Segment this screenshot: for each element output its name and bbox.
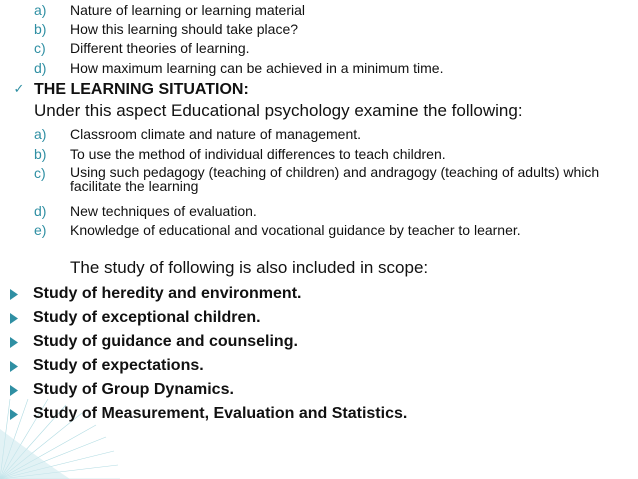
list-text: Different theories of learning. xyxy=(70,40,250,56)
list-text: Knowledge of educational and vocational guidance by teacher to learner. xyxy=(70,222,521,238)
scope-intro: The study of following is also included in scope: xyxy=(70,258,429,277)
arrow-right-icon xyxy=(10,337,24,348)
list-letter: b) xyxy=(34,21,47,37)
bullet-text: Study of heredity and environment. xyxy=(33,285,302,302)
arrow-right-icon xyxy=(10,385,24,396)
arrow-right-icon xyxy=(10,313,24,324)
list-letter: c) xyxy=(34,165,46,181)
list-text: Classroom climate and nature of management. xyxy=(70,126,362,142)
list-letter: c) xyxy=(34,40,46,56)
list-letter: d) xyxy=(34,60,47,76)
heading-text: THE LEARNING SITUATION: xyxy=(34,81,249,98)
bullet-text: Study of expectations. xyxy=(33,357,204,374)
check-icon: ✓ xyxy=(13,81,25,96)
list-letter: e) xyxy=(34,222,47,238)
list-text: Using such pedagogy (teaching of children) and andragogy (teaching of adults) which facilitate the learning xyxy=(70,164,600,194)
arrow-right-icon xyxy=(10,289,24,300)
list-text: Nature of learning or learning material xyxy=(70,2,306,18)
bullet-text: Study of Group Dynamics. xyxy=(33,381,234,398)
list-text: New techniques of evaluation. xyxy=(70,203,257,219)
learning-situation-intro: Under this aspect Educational psychology examine the following: xyxy=(34,101,523,120)
list-text: To use the method of individual differences to teach children. xyxy=(70,146,446,162)
list-letter: d) xyxy=(34,203,47,219)
arrow-right-icon xyxy=(10,361,24,372)
bullet-text: Study of Measurement, Evaluation and Statistics. xyxy=(33,405,408,422)
list-letter: a) xyxy=(34,2,47,18)
list-text: How this learning should take place? xyxy=(70,21,299,37)
list-letter: a) xyxy=(34,126,47,142)
bullet-text: Study of guidance and counseling. xyxy=(33,333,298,350)
list-text: How maximum learning can be achieved in a minimum time. xyxy=(70,60,444,76)
arrow-right-icon xyxy=(10,409,24,420)
list-letter: b) xyxy=(34,146,47,162)
bullet-text: Study of exceptional children. xyxy=(33,309,261,326)
